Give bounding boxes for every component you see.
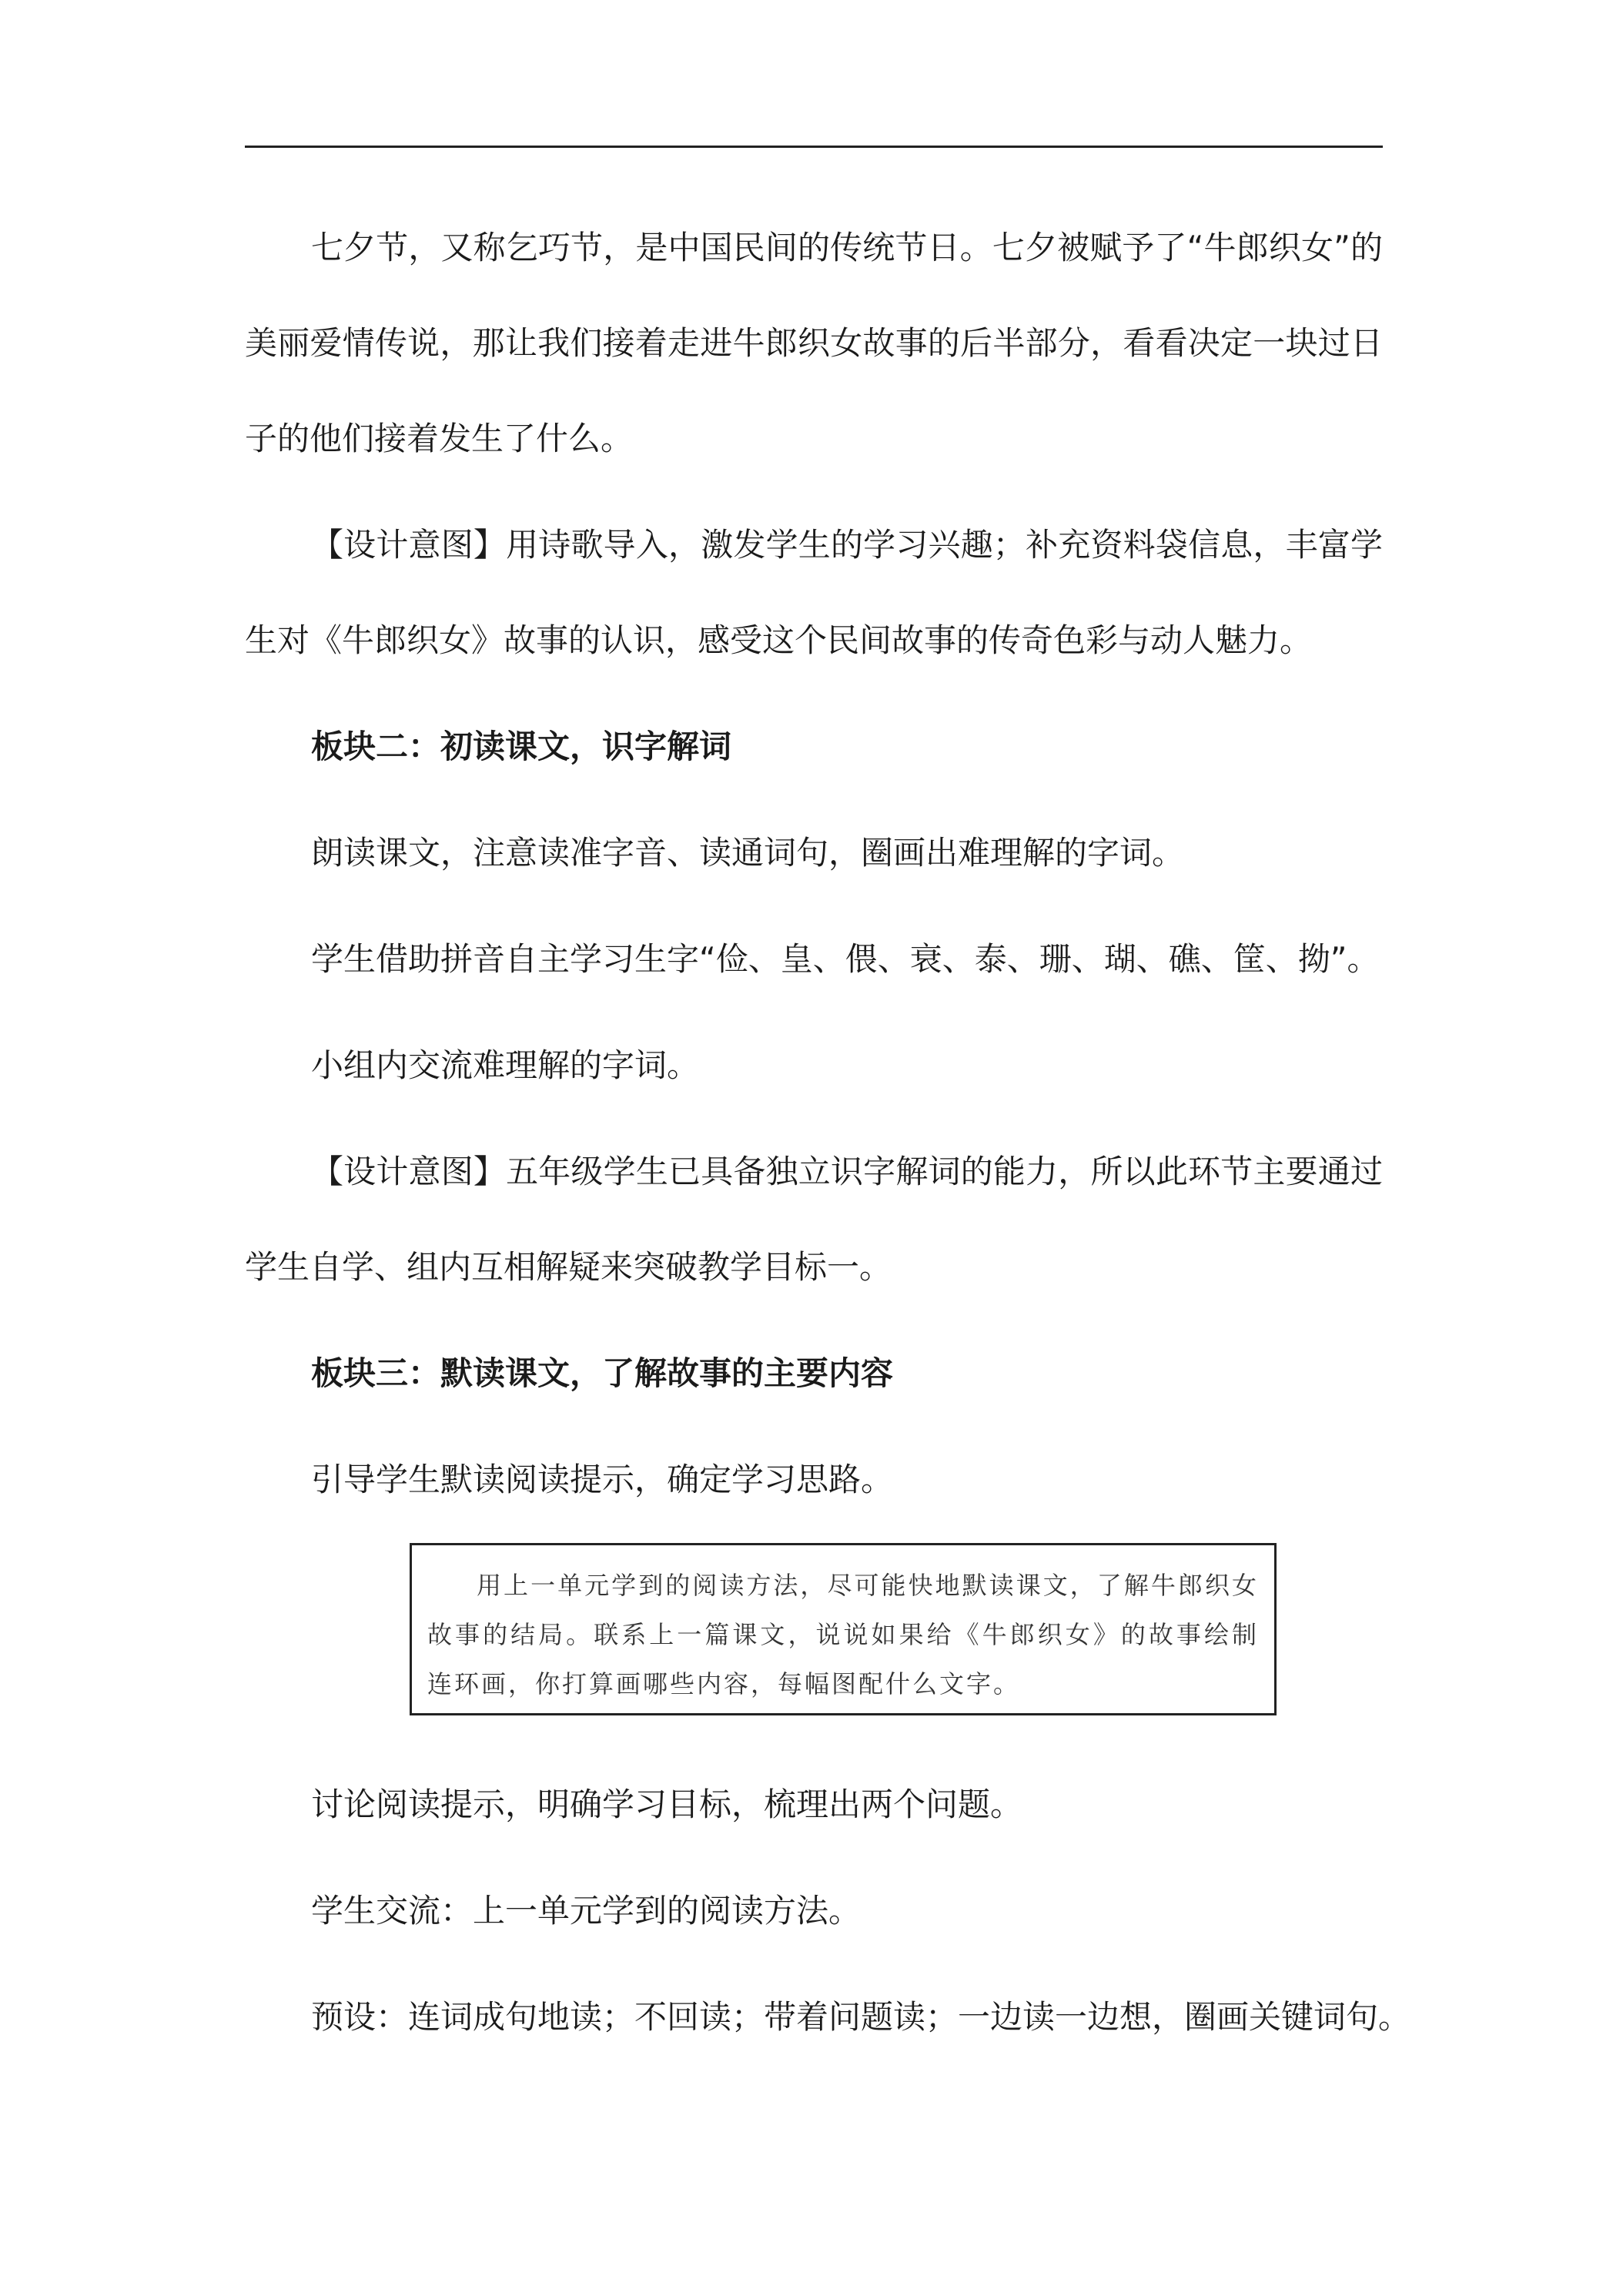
section-heading-2: 板块二：初读课文，识字解词 <box>311 728 732 765</box>
reading-tip-text: 用上一单元学到的阅读方法，尽可能快地默读课文，了解牛郎织女故事的结局。联系上一篇课文，说说如果给《牛郎织女》的故事绘制连环画，你打算画哪些内容，每幅图配什么文字。 <box>427 1571 1259 1699</box>
design-intent-paragraph-2: 【设计意图】五年级学生已具备独立识字解词的能力，所以此环节主要通过学生自学、组内互相解疑来突破教学目标一。 <box>245 1153 1383 1286</box>
student-exchange-paragraph: 学生交流：上一单元学到的阅读方法。 <box>311 1892 862 1930</box>
read-aloud-paragraph: 朗读课文，注意读准字音、读通词句，圈画出难理解的字词。 <box>311 834 1185 872</box>
group-discussion-paragraph: 小组内交流难理解的字词。 <box>311 1046 700 1084</box>
section-heading-3: 板块三：默读课文，了解故事的主要内容 <box>311 1354 894 1392</box>
new-characters-paragraph: 学生借助拼音自主学习生字“俭、皇、偎、衰、泰、珊、瑚、礁、筐、拗”。 <box>311 940 1380 978</box>
intro-paragraph: 七夕节，又称乞巧节，是中国民间的传统节日。七夕被赋予了“牛郎织女”的美丽爱情传说，那让我们接着走进牛郎织女故事的后半部分，看看决定一块过日子的他们接着发生了什么。 <box>245 229 1383 457</box>
document-body <box>245 200 1411 2076</box>
discuss-tip-paragraph: 讨论阅读提示，明确学习目标，梳理出两个问题。 <box>311 1786 1023 1823</box>
header-rule <box>245 146 1383 148</box>
design-intent-paragraph-1: 【设计意图】用诗歌导入，激发学生的学习兴趣；补充资料袋信息，丰富学生对《牛郎织女》故事的认识，感受这个民间故事的传奇色彩与动人魅力。 <box>245 526 1383 659</box>
reading-tip-container <box>245 1543 1383 1731</box>
guide-paragraph: 引导学生默读阅读提示，确定学习思路。 <box>311 1461 894 1498</box>
preset-paragraph: 预设：连词成句地读；不回读；带着问题读；一边读一边想，圈画关键词句。 <box>311 1998 1411 2036</box>
reading-tip-box <box>410 1543 1277 1715</box>
